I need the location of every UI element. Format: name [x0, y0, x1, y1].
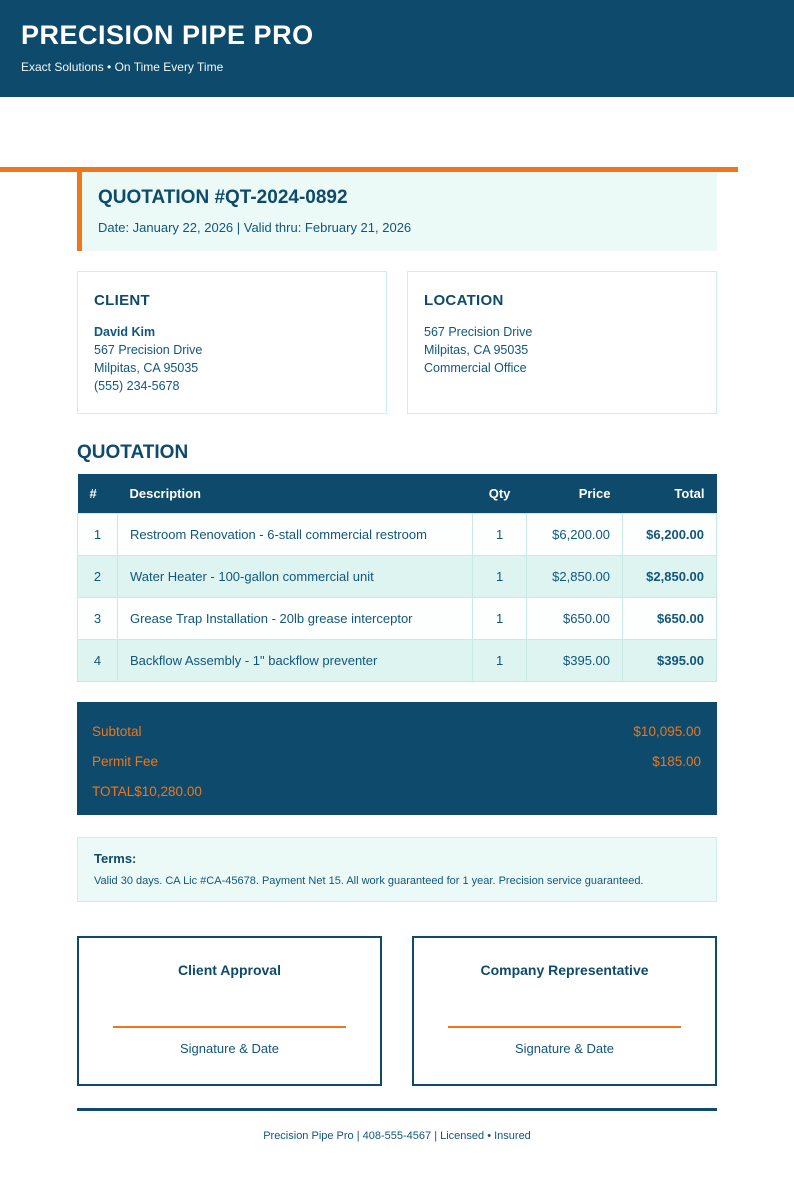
quotation-number-title: QUOTATION #QT-2024-0892 [98, 187, 348, 208]
quotation-dates: Date: January 22, 2026 | Valid thru: February 21, 2026 [98, 220, 412, 235]
table-row [78, 598, 717, 640]
location-type: Commercial Office [424, 361, 527, 375]
header-bar [0, 0, 794, 97]
item-description: Restroom Renovation - 6-stall commercial restroom [117, 514, 472, 556]
permit-fee-label: Permit Fee [92, 754, 159, 769]
footer-text: Precision Pipe Pro | 408-555-4567 | Licensed • Insured [263, 1130, 531, 1142]
location-heading: LOCATION [424, 292, 504, 309]
client-approval-title: Client Approval [178, 962, 281, 978]
table-header-row [78, 474, 717, 514]
col-header-price: Price [527, 474, 623, 514]
quotation-banner [77, 172, 717, 251]
item-number: 1 [78, 514, 118, 556]
company-tagline: Exact Solutions • On Time Every Time [21, 59, 224, 74]
item-description: Grease Trap Installation - 20lb grease interceptor [117, 598, 472, 640]
item-price: $2,850.00 [527, 556, 623, 598]
item-number: 4 [78, 640, 118, 682]
col-header-num: # [78, 474, 118, 514]
item-qty: 1 [473, 556, 527, 598]
grand-total-label: TOTAL [92, 784, 135, 799]
col-header-description: Description [117, 474, 472, 514]
item-qty: 1 [473, 598, 527, 640]
totals-box [77, 702, 717, 815]
client-box [77, 271, 387, 414]
client-approval-box [77, 936, 382, 1086]
signature-line[interactable] [448, 1026, 681, 1028]
quotation-table [77, 474, 717, 682]
signature-line[interactable] [113, 1026, 346, 1028]
footer [77, 1108, 717, 1142]
table-row [78, 514, 717, 556]
company-representative-box [412, 936, 717, 1086]
company-representative-title: Company Representative [480, 962, 649, 978]
item-price: $650.00 [527, 598, 623, 640]
location-address-line: 567 Precision Drive [424, 325, 533, 339]
table-row [78, 556, 717, 598]
signature-caption: Signature & Date [179, 1041, 279, 1056]
item-price: $395.00 [527, 640, 623, 682]
item-qty: 1 [473, 514, 527, 556]
grand-total-row [92, 784, 701, 799]
location-address-line: Milpitas, CA 95035 [424, 343, 529, 357]
client-name: David Kim [94, 325, 156, 339]
subtotal-row [92, 724, 701, 739]
item-description: Backflow Assembly - 1" backflow preventer [117, 640, 472, 682]
item-number: 2 [78, 556, 118, 598]
client-heading: CLIENT [94, 292, 150, 309]
location-box [407, 271, 717, 414]
client-address-line: 567 Precision Drive [94, 343, 203, 357]
terms-text: Valid 30 days. CA Lic #CA-45678. Payment Net 15. All work guaranteed for 1 year. Precision service guaranteed. [94, 875, 644, 887]
signature-caption: Signature & Date [514, 1041, 614, 1056]
item-total: $2,850.00 [623, 556, 717, 598]
terms-heading: Terms: [94, 851, 137, 866]
item-description: Water Heater - 100-gallon commercial unit [117, 556, 472, 598]
col-header-qty: Qty [473, 474, 527, 514]
quotation-section-heading: QUOTATION [77, 442, 189, 463]
item-total: $395.00 [623, 640, 717, 682]
company-name: PRECISION PIPE PRO [21, 20, 314, 50]
client-phone: (555) 234-5678 [94, 379, 180, 393]
item-total: $650.00 [623, 598, 717, 640]
subtotal-value: $10,095.00 [633, 724, 701, 739]
signature-row [77, 936, 717, 1086]
subtotal-label: Subtotal [92, 724, 142, 739]
col-header-total: Total [623, 474, 717, 514]
item-total: $6,200.00 [623, 514, 717, 556]
terms-box [77, 837, 717, 902]
item-number: 3 [78, 598, 118, 640]
item-price: $6,200.00 [527, 514, 623, 556]
client-address-line: Milpitas, CA 95035 [94, 361, 199, 375]
grand-total-value: $10,280.00 [134, 784, 202, 799]
client-location-row [77, 271, 717, 414]
permit-fee-row [92, 754, 701, 769]
table-row [78, 640, 717, 682]
item-qty: 1 [473, 640, 527, 682]
permit-fee-value: $185.00 [652, 754, 701, 769]
